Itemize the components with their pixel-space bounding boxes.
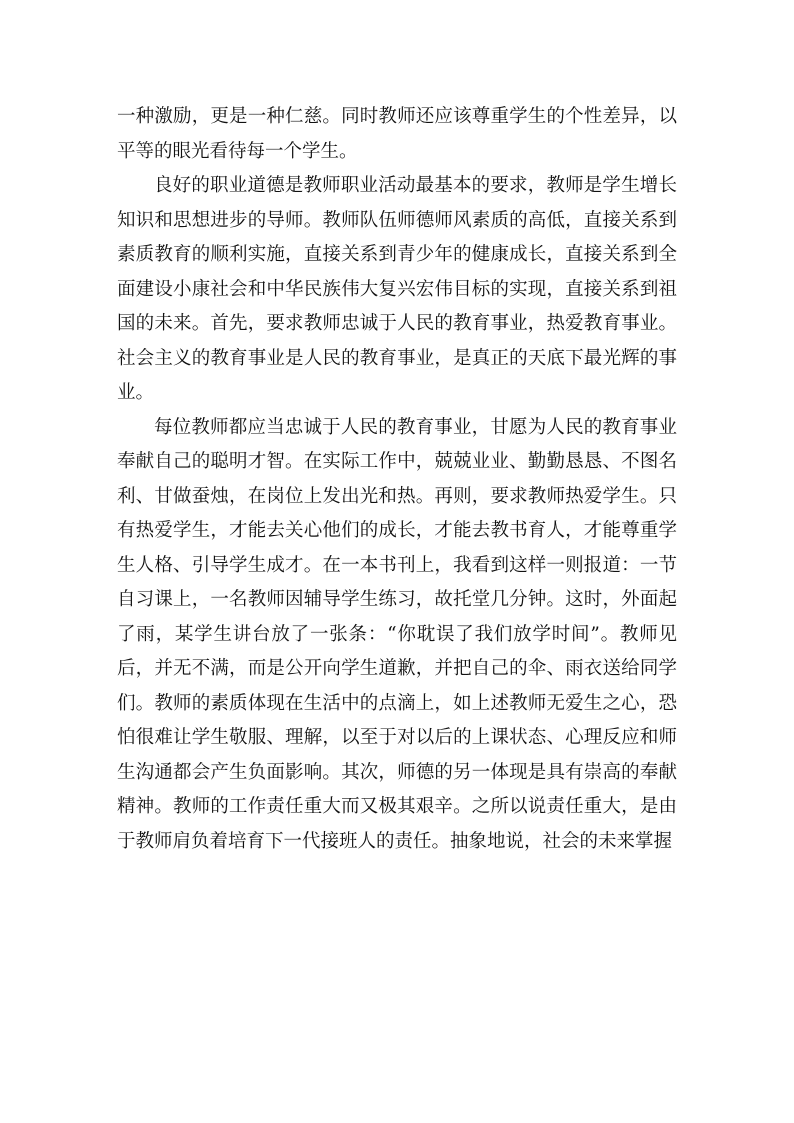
document-page xyxy=(117,100,677,859)
paragraph-2: 良好的职业道德是教师职业活动最基本的要求，教师是学生增长知识和思想进步的导师。教师队伍师德师风素质的高低，直接关系到素质教育的顺利实施，直接关系到青少年的健康成长，直接关系到全面建设小康社会和中华民族伟大复兴宏伟目标的实现，直接关系到祖国的未来。首先，要求教师忠诚于人民的教育事业，热爱教育事业。社会主义的教育事业是人民的教育事业，是真正的天底下最光辉的事业。 xyxy=(117,175,677,403)
paragraph-3: 每位教师都应当忠诚于人民的教育事业，甘愿为人民的教育事业奉献自己的聪明才智。在实际工作中，兢兢业业、勤勤恳恳、不图名利、甘做蚕烛，在岗位上发出光和热。再则，要求教师热爱学生。只有热爱学生，才能去关心他们的成长，才能去教书育人，才能尊重学生人格、引导学生成才。在一本书刊上，我看到这样一则报道：一节自习课上，一名教师因辅导学生练习，故托堂几分钟。这时，外面起了雨，某学生讲台放了一张条：“你耽误了我们放学时间”。教师见后，并无不满，而是公开向学生道歉，并把自己的伞、雨衣送给同学们。教师的素质体现在生活中的点滴上，如上述教师无爱生之心，恐怕很难让学生敬服、理解，以至于对以后的上课状态、心理反应和师生沟通都会产生负面影响。其次，师德的另一体现是具有崇高的奉献精神。教师的工作责任重大而又极其艰辛。之所以说责任重大，是由于教师肩负着培育下一代接班人的责任。抽象地说，社会的未来掌握 xyxy=(117,416,677,852)
paragraph-1: 一种激励，更是一种仁慈。同时教师还应该尊重学生的个性差异，以平等的眼光看待每一个学生。 xyxy=(117,106,677,162)
